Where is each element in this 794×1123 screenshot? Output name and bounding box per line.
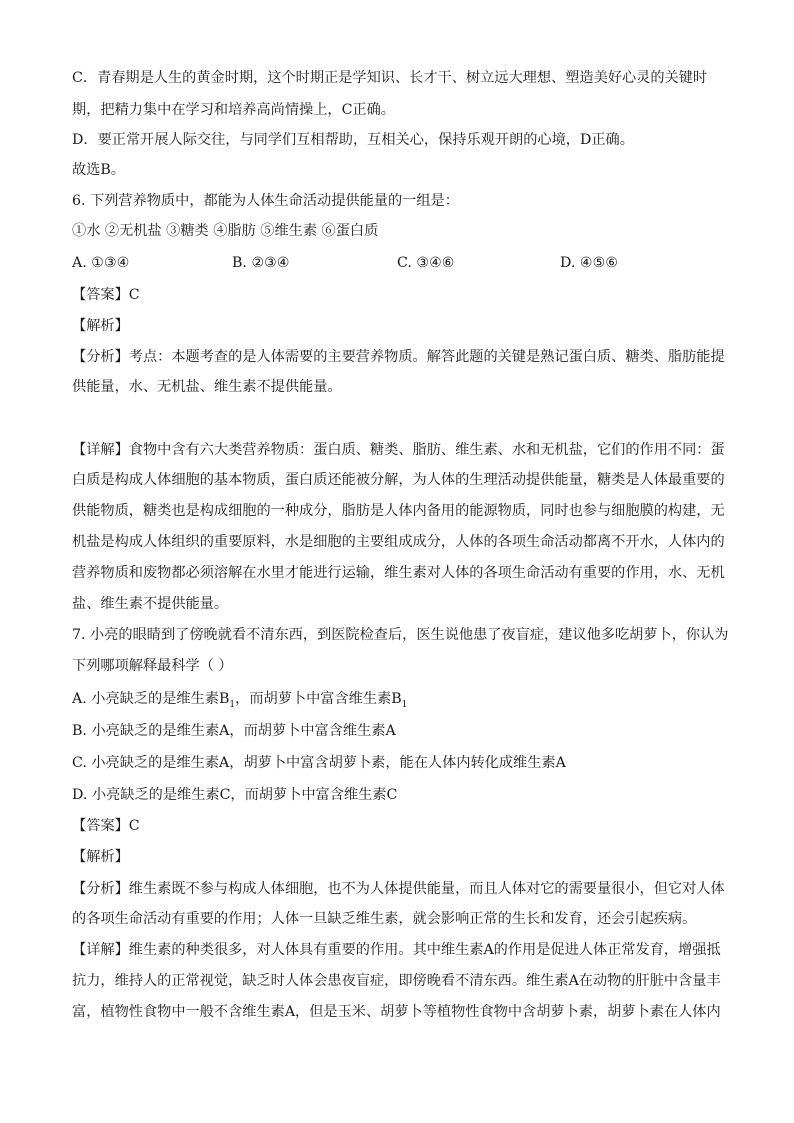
question-6-option-c: C. ③④⑥	[397, 255, 455, 271]
question-7-fenxi-line-2: 的各项生命活动有重要的作用；人体一旦缺乏维生素，就会影响正常的生长和发育，还会引起疾病。	[72, 911, 697, 927]
question-7-option-a-part-2: ，而胡萝卜中富含维生素B	[235, 691, 402, 707]
question-6-items: ①水 ②无机盐 ③糖类 ④脂肪 ⑤维生素 ⑥蛋白质	[72, 223, 379, 239]
question-7-stem-line-1: 7. 小亮的眼睛到了傍晚就看不清东西，到医院检查后，医生说他患了夜盲症，建议他多吃胡萝卜，你认为	[72, 627, 729, 643]
question-7-detail-line-1: 【详解】维生素的种类很多，对人体具有重要的作用。其中维生素A的作用是促进人体正常发育，增强抵	[72, 942, 721, 958]
question-7-option-b: B. 小亮缺乏的是维生素A，而胡萝卜中富含维生素A	[72, 723, 396, 739]
question-7-option-a	[72, 689, 407, 715]
question-7-detail-line-3: 富，植物性食物中一般不含维生素A，但是玉米、胡萝卜等植物性食物中含胡萝卜素，胡萝卜素在人体内	[72, 1004, 721, 1020]
question-6-option-d: D. ④⑤⑥	[560, 255, 619, 271]
question-7-option-d: D. 小亮缺乏的是维生素C，而胡萝卜中富含维生素C	[72, 787, 398, 803]
option-c-explanation-line-2: 期，把精力集中在学习和培养高尚情操上，C正确。	[72, 102, 395, 118]
question-6-detail-line-2: 白质是构成人体细胞的基本物质，蛋白质还能被分解，为人体的生理活动提供能量，糖类是人体最重要的	[72, 472, 725, 488]
choose-b: 故选B。	[72, 162, 125, 178]
question-6-detail-line-6: 盐、维生素不提供能量。	[72, 596, 229, 612]
question-6-stem: 6. 下列营养物质中，都能为人体生命活动提供能量的一组是：	[72, 193, 459, 209]
question-7-answer: 【答案】C	[72, 818, 140, 834]
question-6-detail-line-3: 供能物质，糖类也是构成细胞的一种成分，脂肪是人体内备用的能源物质，同时也参与细胞膜的构建，无	[72, 503, 725, 519]
question-6-analysis-heading: 【解析】	[72, 318, 129, 334]
option-d-explanation: D．要正常开展人际交往，与同学们互相帮助，互相关心，保持乐观开朗的心境，D正确。	[72, 132, 634, 148]
question-6-option-a: A. ①③④	[72, 255, 130, 271]
question-6-fenxi-line-1: 【分析】考点：本题考查的是人体需要的主要营养物质。解答此题的关键是熟记蛋白质、糖类、脂肪能提	[72, 349, 725, 365]
question-6-detail-line-5: 营养物质和废物都必须溶解在水里才能进行运输，维生素对人体的各项生命活动有重要的作用，水、无机	[72, 565, 725, 581]
question-7-detail-line-2: 抗力，维持人的正常视觉，缺乏时人体会患夜盲症，即傍晚看不清东西。维生素A在动物的肝脏中含量丰	[72, 973, 721, 989]
question-7-option-a-part-1: A. 小亮缺乏的是维生素B	[72, 691, 230, 707]
question-7-analysis-heading: 【解析】	[72, 849, 129, 865]
option-c-explanation-line-1: C．青春期是人生的黄金时期，这个时期正是学知识、长才干、树立远大理想、塑造美好心灵的关键时	[72, 70, 708, 86]
question-7-stem-line-2: 下列哪项解释最科学（ ）	[72, 658, 233, 674]
question-7-option-c: C. 小亮缺乏的是维生素A，胡萝卜中富含胡萝卜素，能在人体内转化成维生素A	[72, 755, 566, 771]
subscript-1: 1	[229, 699, 236, 710]
question-7-fenxi-line-1: 【分析】维生素既不参与构成人体细胞，也不为人体提供能量，而且人体对它的需要量很小，但它对人体	[72, 881, 725, 897]
question-6-detail-line-1: 【详解】食物中含有六大类营养物质：蛋白质、糖类、脂肪、维生素、水和无机盐，它们的作用不同：蛋	[72, 442, 725, 458]
question-6-option-b: B. ②③④	[232, 255, 290, 271]
question-6-fenxi-line-2: 供能量，水、无机盐、维生素不提供能量。	[72, 379, 342, 395]
question-6-detail-line-4: 机盐是构成人体组织的重要原料，水是细胞的主要组成成分，人体的各项生命活动都离不开水，人体内的	[72, 534, 725, 550]
question-6-answer: 【答案】C	[72, 287, 140, 303]
subscript-1: 1	[401, 699, 408, 710]
